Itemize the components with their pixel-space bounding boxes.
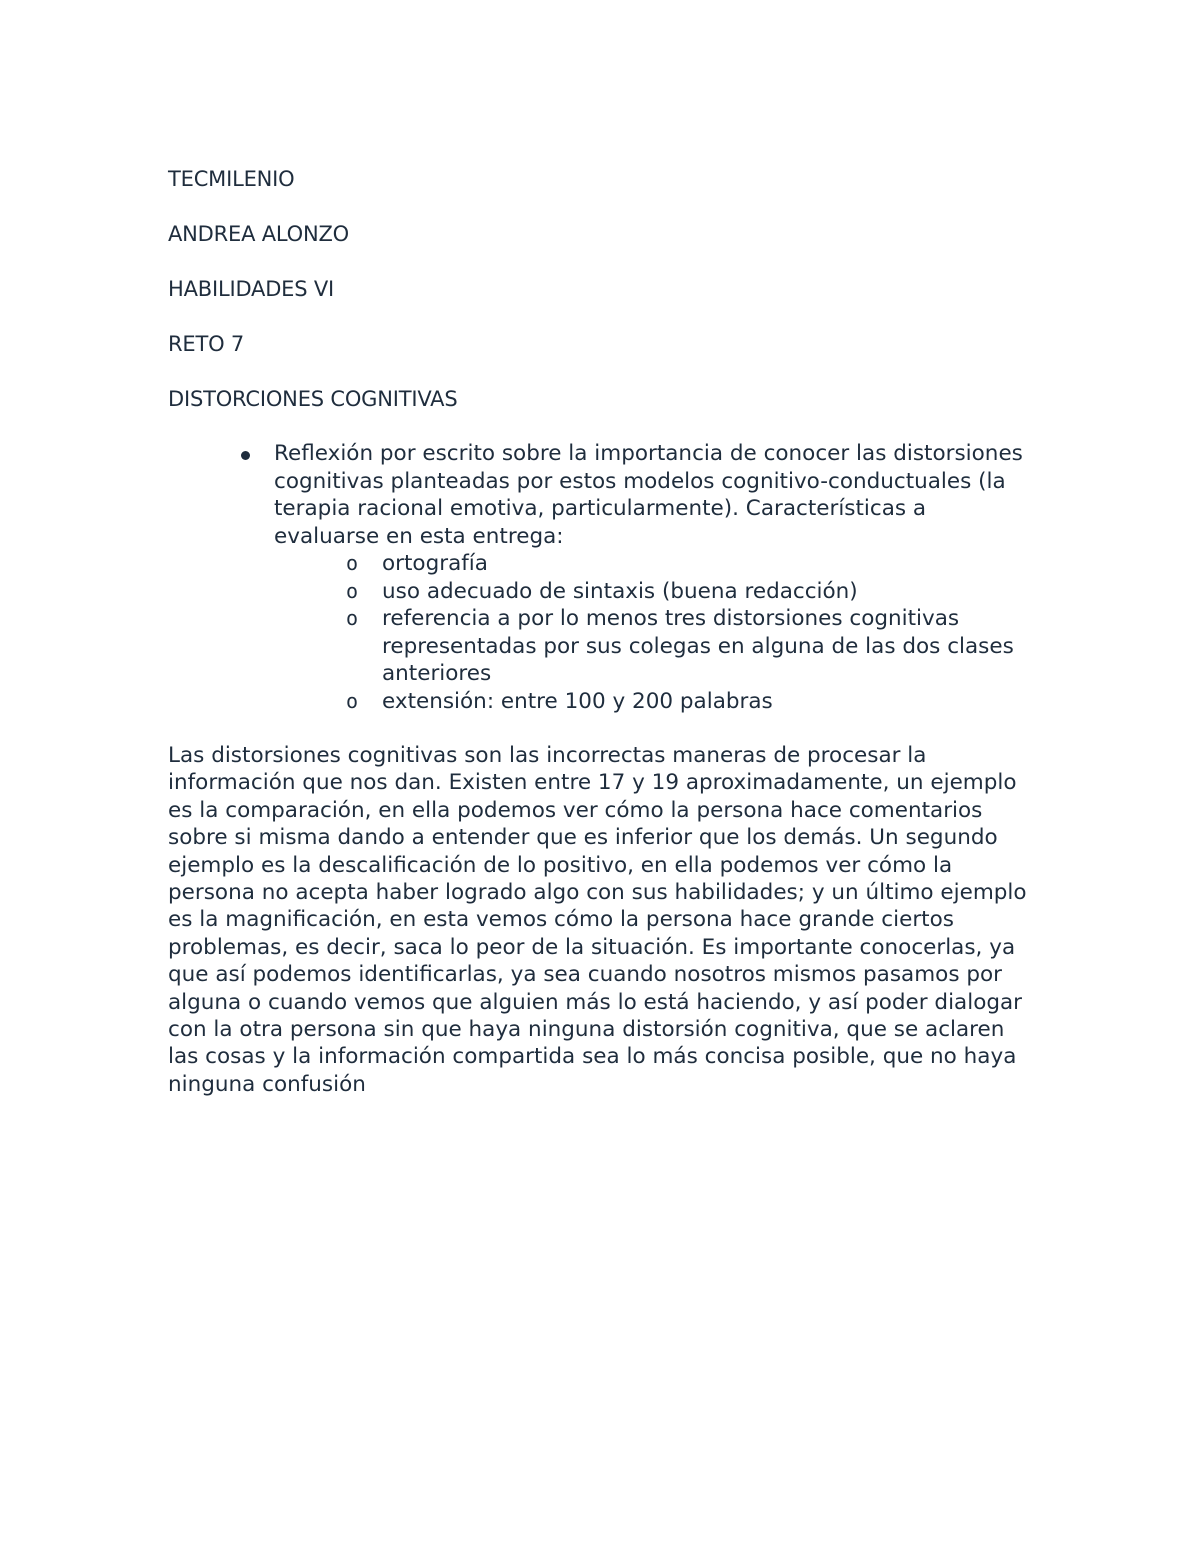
body-paragraph: Las distorsiones cognitivas son las incorrectas maneras de procesar la información que nos dan. Existen entre 17 y 19 aproximadamente, un ejemplo es la comparación, en ella podemos ver cómo la persona hace comentarios sobre si misma dando a entender que es inferior que los demás. Un segundo ejemplo es la descalificación de lo positivo, en ella podemos ver cómo la persona no acepta haber logrado algo con sus habilidades; y un último ejemplo es la magnificación, en esta vemos cómo la persona hace grande ciertos problemas, es decir, saca lo peor de la situación. Es importante conocerlas, ya que así podemos identificarlas, ya sea cuando nosotros mismos pasamos por alguna o cuando vemos que alguien más lo está haciendo, y así poder dialogar con la otra persona sin que haya ninguna distorsión cognitiva, que se aclaren las cosas y la información compartida sea lo más concisa posible, que no haya ninguna confusión bbox=[168, 743, 1027, 1097]
criteria-text: referencia a por lo menos tres distorsiones cognitivas representadas por sus colegas en alguna de las dos clases anteriores bbox=[382, 606, 1014, 686]
document-title: DISTORCIONES COGNITIVAS bbox=[168, 387, 458, 411]
circle-bullet-icon: o bbox=[346, 578, 359, 603]
criteria-text: uso adecuado de sintaxis (buena redacción) bbox=[382, 578, 858, 604]
criteria-text: ortografía bbox=[382, 551, 488, 576]
institution-name: TECMILENIO bbox=[168, 167, 295, 191]
bullet-dot-icon bbox=[241, 451, 250, 460]
circle-bullet-icon: o bbox=[346, 551, 359, 575]
list-item bbox=[274, 550, 1034, 578]
course-name: HABILIDADES VI bbox=[168, 277, 335, 301]
circle-bullet-icon: o bbox=[346, 688, 359, 713]
list-item bbox=[274, 688, 1034, 716]
author-name: ANDREA ALONZO bbox=[168, 222, 350, 246]
list-item bbox=[274, 605, 1034, 688]
criteria-text: extensión: entre 100 y 200 palabras bbox=[382, 688, 773, 714]
list-item bbox=[274, 578, 1034, 606]
instructions-bullet bbox=[168, 440, 1034, 715]
assignment-name: RETO 7 bbox=[168, 332, 245, 356]
circle-bullet-icon: o bbox=[346, 606, 359, 630]
criteria-list bbox=[274, 550, 1034, 715]
document-content bbox=[168, 165, 1048, 1098]
instructions-text: Reflexión por escrito sobre la importancia de conocer las distorsiones cognitivas planteadas por estos modelos cognitivo-conductuales (la terapia racional emotiva, particularmente). Características a evaluarse en esta entrega: bbox=[274, 441, 1023, 549]
